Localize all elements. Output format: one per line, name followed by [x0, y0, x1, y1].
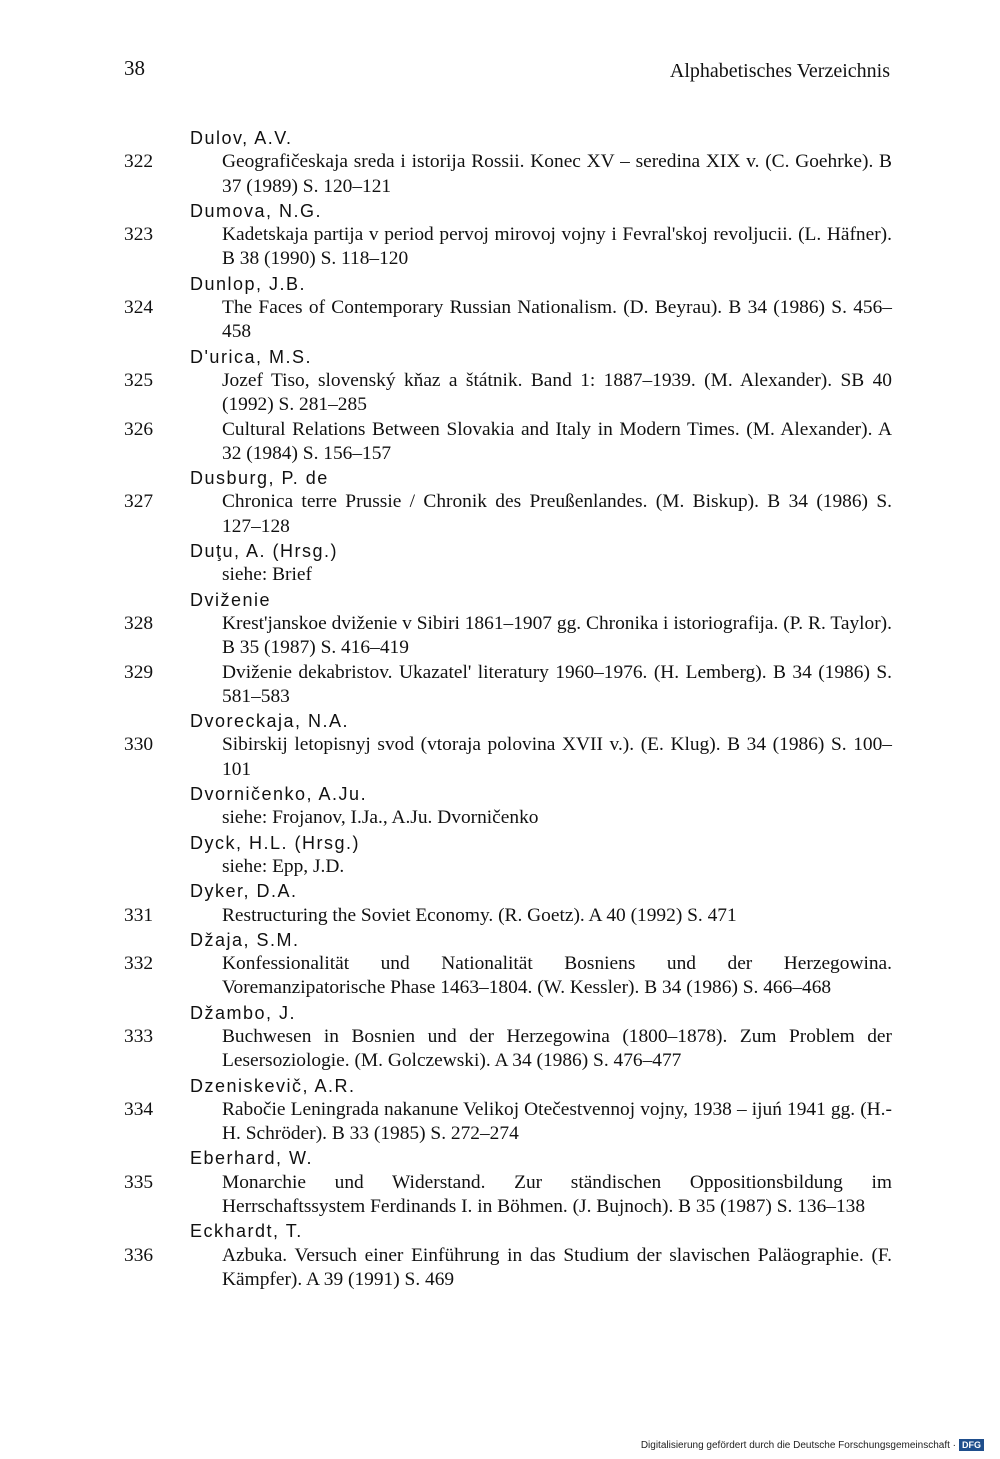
footer [641, 1439, 984, 1451]
index-entry [124, 1171, 892, 1220]
entry-text: Azbuka. Versuch einer Einführung in das Studium der slavischen Paläographie. (F. Kämpfer). A 39 (1991) S. 469 [222, 1244, 892, 1290]
author-heading: Dvoreckaja, N.A. [190, 711, 350, 732]
index-entry [124, 612, 892, 661]
index-entry [124, 369, 892, 418]
index-entry [124, 1244, 892, 1293]
author-heading: Duţu, A. (Hrsg.) [190, 541, 339, 562]
author-heading: Džaja, S.M. [190, 929, 300, 950]
entry-text: Chronica terre Prussie / Chronik des Preußenlandes. (M. Biskup). B 34 (1986) S. 127–128 [222, 491, 892, 537]
entry-number: 336 [124, 1244, 154, 1266]
entry-text: The Faces of Contemporary Russian Nationalism. (D. Beyrau). B 34 (1986) S. 456–458 [222, 297, 892, 343]
index-entry [124, 1025, 892, 1074]
author-heading: Dzeniskevič, A.R. [190, 1075, 356, 1096]
entry-text: Restructuring the Soviet Economy. (R. Goetz). A 40 (1992) S. 471 [222, 904, 737, 926]
author-heading: Dusburg, P. de [190, 468, 329, 489]
entry-number: 333 [124, 1025, 154, 1047]
footer-credit: Digitalisierung gefördert durch die Deutsche Forschungsgemeinschaft · [640, 1439, 956, 1451]
entry-text: Jozef Tiso, slovenský kňaz a štátnik. Band 1: 1887–1939. (M. Alexander). SB 40 (1992) S. 281–285 [222, 369, 892, 416]
entry-number: 325 [124, 369, 154, 391]
author-heading: Dumova, N.G. [190, 200, 323, 221]
entry-number: 326 [124, 418, 154, 440]
index-list [124, 126, 892, 1292]
entry-text: Cultural Relations Between Slovakia and Italy in Modern Times. (M. Alexander). A 32 (1984) S. 156–157 [222, 418, 892, 464]
index-entry [124, 418, 892, 467]
entry-number: 332 [124, 953, 154, 975]
entry-text: Sibirskij letopisnyj svod (vtoraja polovina XVII v.). (E. Klug). B 34 (1986) S. 100–101 [222, 734, 892, 780]
entry-number: 328 [124, 612, 154, 634]
running-head: Alphabetisches Verzeichnis [669, 60, 890, 82]
index-entry [124, 296, 892, 345]
author-heading: Eberhard, W. [190, 1148, 314, 1169]
index-entry [124, 223, 892, 272]
entry-text: Krest'janskoe dviženie v Sibiri 1861–1907 gg. Chronika i istoriografija. (P. R. Taylor). B 35 (1987) S. 416–419 [222, 612, 892, 659]
index-entry [124, 904, 892, 928]
author-heading: Dvorničenko, A.Ju. [190, 784, 368, 805]
entry-number: 329 [124, 661, 154, 683]
author-heading: Dyck, H.L. (Hrsg.) [190, 832, 361, 853]
entry-text: Kadetskaja partija v period pervoj mirovoj vojny i Fevral'skoj revoljucii. (L. Häfner). B 38 (1990) S. 118–120 [222, 224, 892, 270]
author-heading: D'urica, M.S. [190, 346, 312, 367]
index-entry [124, 1098, 892, 1147]
author-heading: Eckhardt, T. [190, 1221, 303, 1242]
cross-reference: siehe: Epp, J.D. [222, 855, 345, 877]
author-heading: Dunlop, J.B. [190, 273, 307, 294]
entry-text: Dviženie dekabristov. Ukazatel' literatury 1960–1976. (H. Lemberg). B 34 (1986) S. 581–583 [222, 661, 892, 707]
page-number: 38 [124, 56, 145, 80]
index-entry [124, 490, 892, 539]
entry-number: 323 [124, 224, 154, 246]
entry-text: Geografičeskaja sreda i istorija Rossii. Konec XV – seredina XIX v. (C. Goehrke). B 37 (1989) S. 120–121 [222, 151, 892, 197]
index-entry [124, 150, 892, 199]
entry-text: Rabočie Leningrada nakanune Velikoj Otečestvennoj vojny, 1938 – ijuń 1941 gg. (H.-H. Schröder). B 33 (1985) S. 272–274 [222, 1098, 892, 1145]
entry-text: Konfessionalität und Nationalität Bosniens und der Herzegowina. Voremanzipatorische Phase 1463–1804. (W. Kessler). B 34 (1986) S. 466–468 [222, 953, 892, 999]
index-entry [124, 733, 892, 782]
entry-number: 322 [124, 151, 154, 173]
entry-text: Monarchie und Widerstand. Zur ständischen Oppositionsbildung im Herrschaftssystem Ferdinands I. in Böhmen. (J. Bujnoch). B 35 (1987) S. 136–138 [222, 1171, 892, 1218]
author-heading: Dyker, D.A. [190, 881, 298, 902]
cross-reference: siehe: Frojanov, I.Ja., A.Ju. Dvorničenko [222, 807, 539, 829]
entry-number: 334 [124, 1098, 154, 1120]
dfg-logo: DFG [959, 1439, 984, 1451]
cross-reference: siehe: Brief [222, 564, 312, 586]
author-heading: Dulov, A.V. [190, 128, 293, 148]
index-entry [124, 952, 892, 1001]
entry-number: 327 [124, 491, 154, 513]
entry-number: 331 [124, 904, 154, 926]
author-heading: Džambo, J. [190, 1002, 297, 1023]
entry-number: 330 [124, 734, 154, 756]
entry-text: Buchwesen in Bosnien und der Herzegowina (1800–1878). Zum Problem der Lesersoziologie. (M. Golczewski). A 34 (1986) S. 476–477 [222, 1025, 892, 1072]
entry-number: 335 [124, 1171, 154, 1193]
entry-number: 324 [124, 297, 154, 319]
author-heading: Dviženie [190, 589, 272, 610]
index-entry [124, 661, 892, 710]
